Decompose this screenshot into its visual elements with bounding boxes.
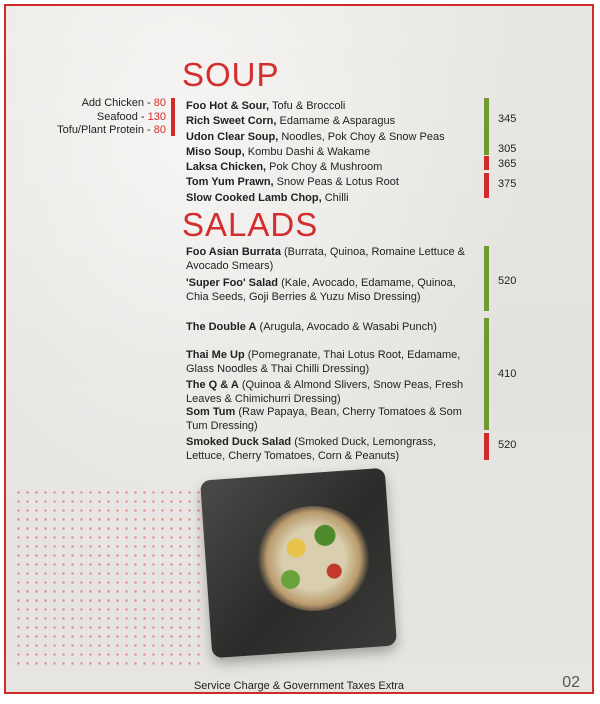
price-label: 410: [498, 368, 517, 380]
menu-item: The Double A (Arugula, Avocado & Wasabi Punch): [186, 321, 437, 333]
nonveg-price-bar: [484, 433, 489, 460]
menu-item: Miso Soup, Kombu Dashi & Wakame: [186, 145, 371, 158]
soup-addons: [16, 97, 166, 138]
page-number: 02: [562, 674, 580, 691]
nonveg-price-bar: [484, 173, 489, 198]
addon-divider: [171, 98, 175, 136]
menu-item: Smoked Duck Salad (Smoked Duck, Lemongrass, Lettuce, Cherry Tomatoes, Corn & Peanuts): [186, 436, 437, 462]
menu-item: Foo Hot & Sour, Tofu & Broccoli: [186, 100, 346, 112]
menu-item: Udon Clear Soup, Noodles, Pok Choy & Snow Peas: [186, 130, 445, 143]
menu-item: Thai Me Up (Pomegranate, Thai Lotus Root, Edamame, Glass Noodles & Thai Chilli Dressing): [186, 349, 461, 375]
veg-price-bar: [484, 142, 489, 155]
price-label: 365: [498, 158, 517, 170]
menu-item: Som Tum (Raw Papaya, Bean, Cherry Tomatoes & Som Tum Dressing): [186, 406, 462, 432]
menu-item: Laksa Chicken, Pok Choy & Mushroom: [186, 161, 383, 174]
menu-item: 'Super Foo' Salad (Kale, Avocado, Edamame, Quinoa, Chia Seeds, Goji Berries & Yuzu Miso Dressing): [186, 277, 456, 303]
menu-item: The Q & A (Quinoa & Almond Slivers, Snow Peas, Fresh Leaves & Chimichurri Dressing): [186, 379, 464, 405]
veg-price-bar: [484, 318, 489, 430]
price-label: 305: [498, 143, 517, 155]
menu-item: Tom Yum Prawn, Snow Peas & Lotus Root: [186, 176, 399, 189]
menu-item: Rich Sweet Corn, Edamame & Asparagus: [186, 115, 396, 128]
menu-item: Foo Asian Burrata (Burrata, Quinoa, Romaine Lettuce & Avocado Smears): [186, 246, 465, 272]
menu-item: Slow Cooked Lamb Chop, Chilli: [186, 191, 349, 204]
price-label: 520: [498, 275, 517, 287]
decorative-dot-pattern: [14, 488, 204, 668]
menu-page: [4, 4, 594, 694]
soup-list: [186, 99, 476, 206]
addon-seafood: Seafood - 130: [96, 110, 166, 123]
veg-price-bar: [484, 246, 489, 311]
salads-heading: SALADS: [182, 206, 319, 243]
addon-chicken: Add Chicken - 80: [81, 97, 166, 109]
price-label: 345: [498, 113, 517, 125]
price-label: 375: [498, 178, 517, 190]
salad-image: [256, 506, 371, 611]
soup-heading: SOUP: [182, 56, 280, 93]
veg-price-bar: [484, 98, 489, 142]
addon-tofu: Tofu/Plant Protein - 80: [57, 124, 166, 136]
nonveg-price-bar: [484, 156, 489, 170]
price-label: 520: [498, 439, 517, 451]
footer-note: Service Charge & Government Taxes Extra: [193, 680, 405, 692]
